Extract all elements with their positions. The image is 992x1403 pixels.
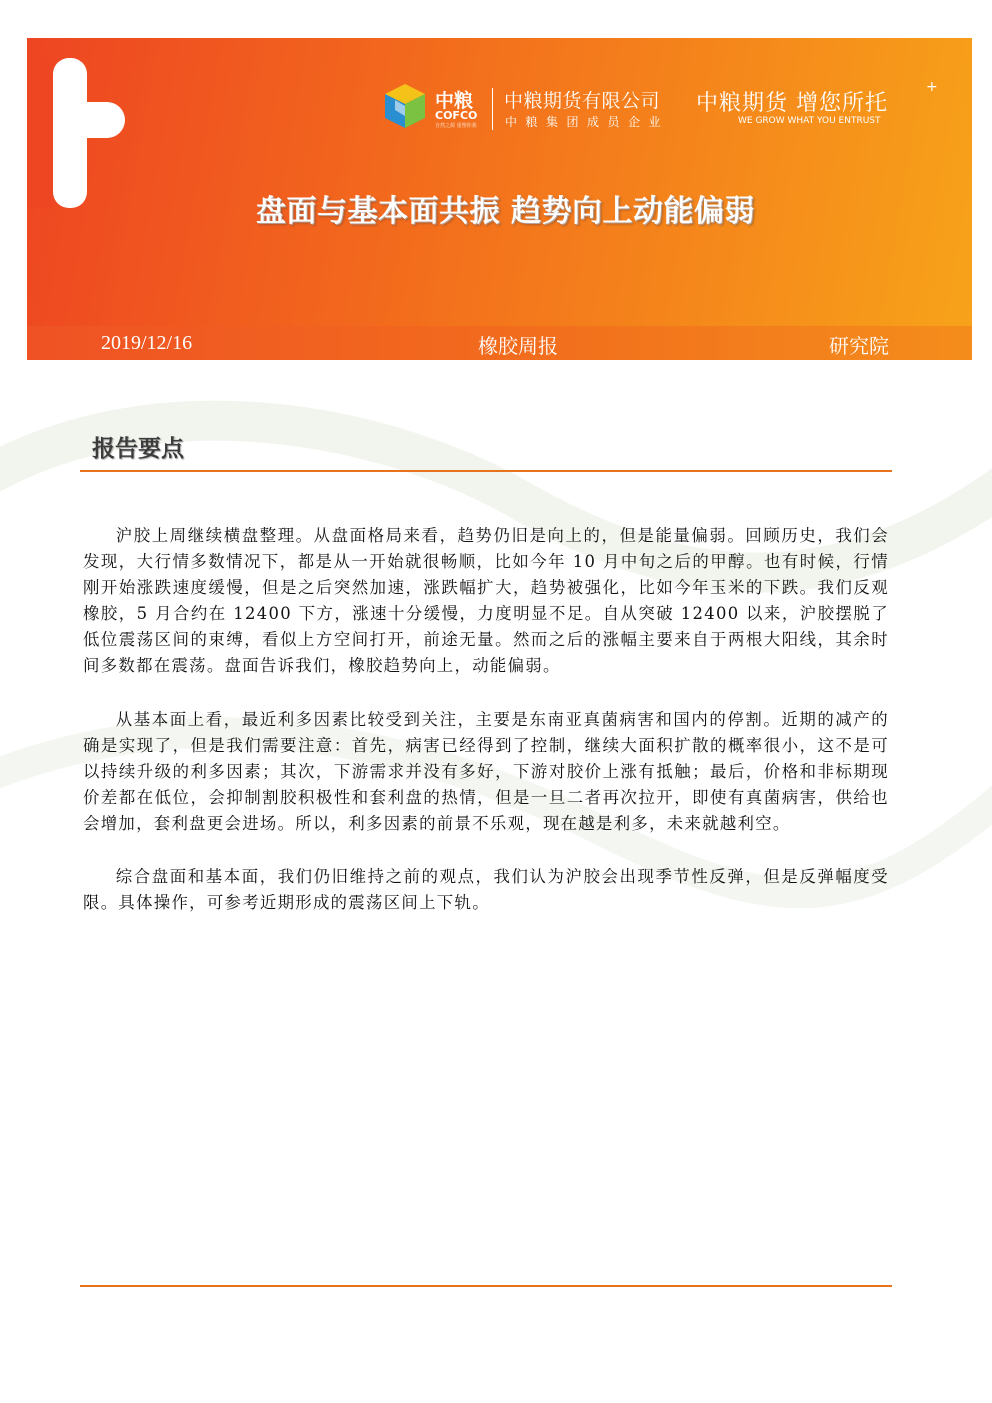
brand-cn: 中粮 [435, 90, 474, 112]
section-divider [80, 470, 892, 472]
report-title: 盘面与基本面共振 趋势向上动能偏弱 [256, 194, 755, 229]
slogan-cn: 中粮期货 增您所托 [696, 91, 888, 116]
logo-divider [492, 88, 493, 130]
plus-logo-icon [27, 38, 147, 208]
company-name: 中粮期货有限公司 [504, 90, 661, 112]
paragraph: 从基本面上看，最近利多因素比较受到关注，主要是东南亚真菌病害和国内的停割。近期的减产的确是实现了，但是我们需要注意：首先，病害已经得到了控制，继续大面积扩散的概率很小，这不是可以持续升级的利多因素；其次，下游需求并没有多好，下游对胶价上涨有抵触；最后，价格和非标期现价差都在低位，会抑制割胶积极性和套利盘的热情，但是一旦二者再次拉开，即使有真菌病害，供给也会增加，套利盘更会进场。所以，利多因素的前景不乐观，现在越是利多，未来就越利空。 [83, 709, 889, 833]
section-heading: 报告要点 [92, 436, 184, 462]
header-banner [27, 38, 972, 326]
report-type: 橡胶周报 [478, 334, 558, 358]
paragraph: 综合盘面和基本面，我们仍旧维持之前的观点，我们认为沪胶会出现季节性反弹，但是反弹幅度受限。具体操作，可参考近期形成的震荡区间上下轨。 [83, 867, 889, 913]
report-body [83, 523, 889, 943]
report-date: 2019/12/16 [101, 332, 193, 354]
paragraph: 沪胶上周继续横盘整理。从盘面格局来看，趋势仍旧是向上的，但是能量偏弱。回顾历史，我们会发现，大行情多数情况下，都是从一开始就很畅顺，比如今年 10 月中旬之后的甲醇。也有时候，行情刚开始涨跌速度缓慢，但是之后突然加速，涨跌幅扩大，趋势被强化，比如今年玉米的下跌。我们反观橡胶，5 月合约在 12400 下方，涨速十分缓慢，力度明显不足。自从突破 12400 以来，沪胶摆脱了低位震荡区间的束缚，看似上方空间打开，前途无量。然而之后的涨幅主要来自于两根大阳线，其余时间多数都在震荡。盘面告诉我们，橡胶趋势向上，动能偏弱。 [83, 526, 889, 676]
report-department: 研究院 [829, 334, 889, 358]
brand-en: COFCO [435, 109, 478, 122]
brand-tagline: 自然之源 重塑你我 [435, 123, 477, 129]
cofco-cube-icon [381, 82, 429, 130]
slogan-plus-icon: + [926, 79, 938, 95]
slogan-en: WE GROW WHAT YOU ENTRUST [738, 116, 881, 126]
footer-divider [80, 1285, 892, 1287]
company-subtitle: 中粮集团成员企业 [505, 115, 670, 129]
